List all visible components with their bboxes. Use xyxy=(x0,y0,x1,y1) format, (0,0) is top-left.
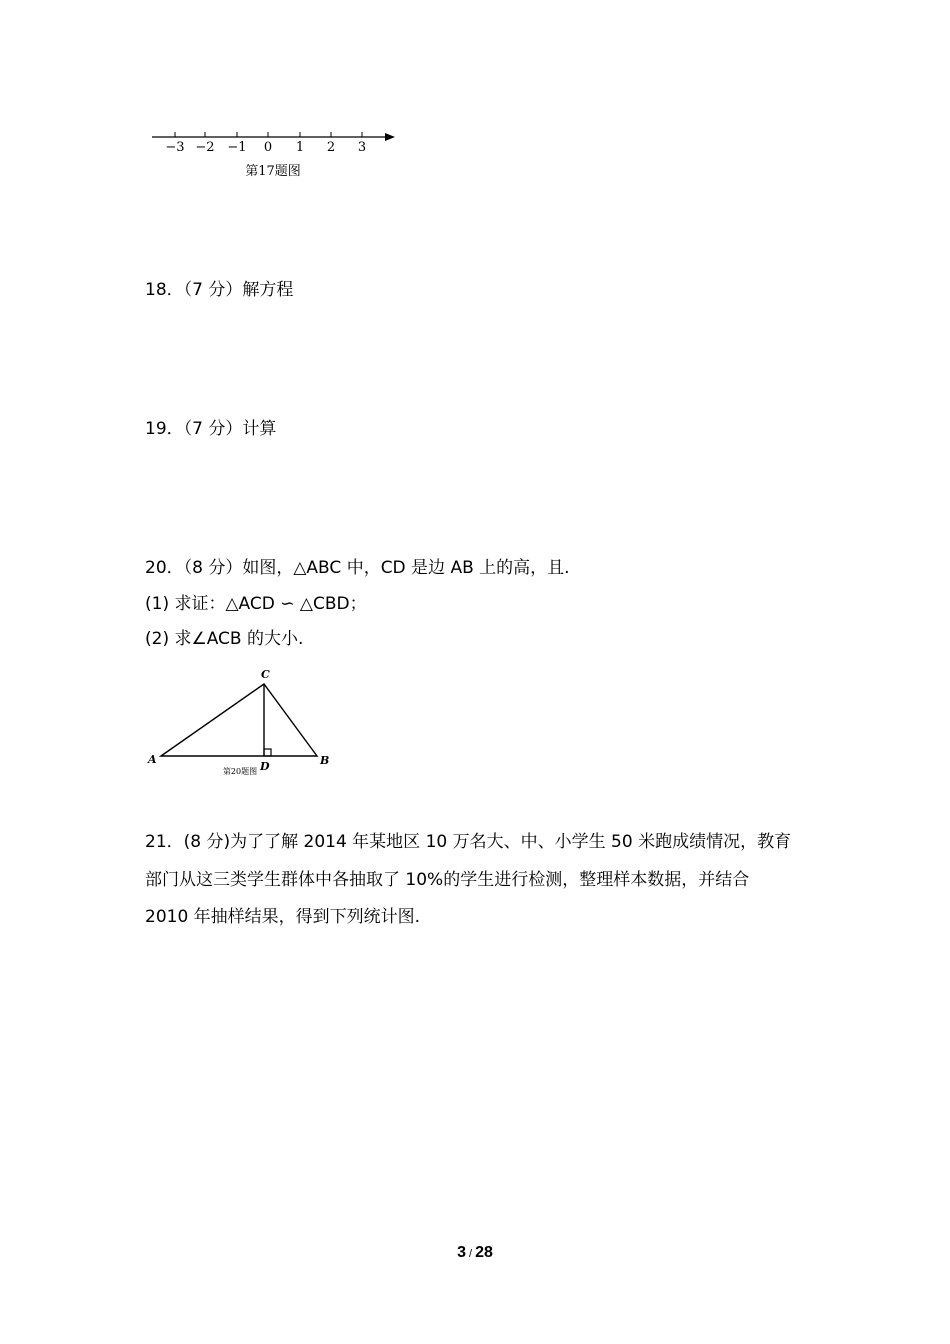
question-18 xyxy=(145,280,293,300)
question-20-part-1: (1) 求证：△ACD ∽ △CBD； xyxy=(145,594,367,614)
question-text: 计算 xyxy=(242,419,277,439)
question-number: 19． xyxy=(145,419,184,439)
question-points: （7 分） xyxy=(183,419,243,439)
number-line-ticks xyxy=(175,132,362,137)
figure-caption: 第17题图 xyxy=(245,164,301,179)
total-pages: 28 xyxy=(475,1244,493,1261)
question-19 xyxy=(145,419,276,439)
question-21-line-3: 2010 年抽样结果，得到下列统计图. xyxy=(145,907,421,927)
triangle-figure xyxy=(140,662,340,782)
tick-label: 3 xyxy=(357,140,367,155)
page-separator: / xyxy=(469,1248,473,1260)
tick-label: 1 xyxy=(295,140,305,155)
vertex-label-b: B xyxy=(320,754,330,767)
question-21-line-2: 部门从这三类学生群体中各抽取了 10%的学生进行检测，整理样本数据，并结合 xyxy=(145,870,750,890)
current-page: 3 xyxy=(457,1244,467,1261)
question-20-stem: 20．（8 分）如图，△ABC 中，CD 是边 AB 上的高，且. xyxy=(145,558,570,578)
question-21-line-1: 21．(8 分)为了了解 2014 年某地区 10 万名大、中、小学生 50 米跑成绩情况，教育 xyxy=(145,832,792,852)
tick-label: −3 xyxy=(165,140,185,155)
question-points: （7 分） xyxy=(183,280,243,300)
right-angle-mark xyxy=(264,749,271,756)
question-text: 解方程 xyxy=(242,280,294,300)
number-line-arrow xyxy=(385,133,395,141)
page-number xyxy=(0,1244,950,1262)
tick-label: −1 xyxy=(227,140,247,155)
vertex-label-a: A xyxy=(148,753,157,766)
number-line-figure xyxy=(140,120,410,190)
tick-label: 2 xyxy=(326,140,336,155)
question-20-part-2: (2) 求∠ACB 的大小. xyxy=(145,629,304,649)
vertex-label-c: C xyxy=(261,668,270,681)
tick-label: 0 xyxy=(263,140,273,155)
triangle-abc xyxy=(161,684,317,756)
vertex-label-d: D xyxy=(260,760,270,773)
question-number: 18． xyxy=(145,280,184,300)
figure-caption: 第20题图 xyxy=(222,767,258,776)
tick-label: −2 xyxy=(195,140,215,155)
